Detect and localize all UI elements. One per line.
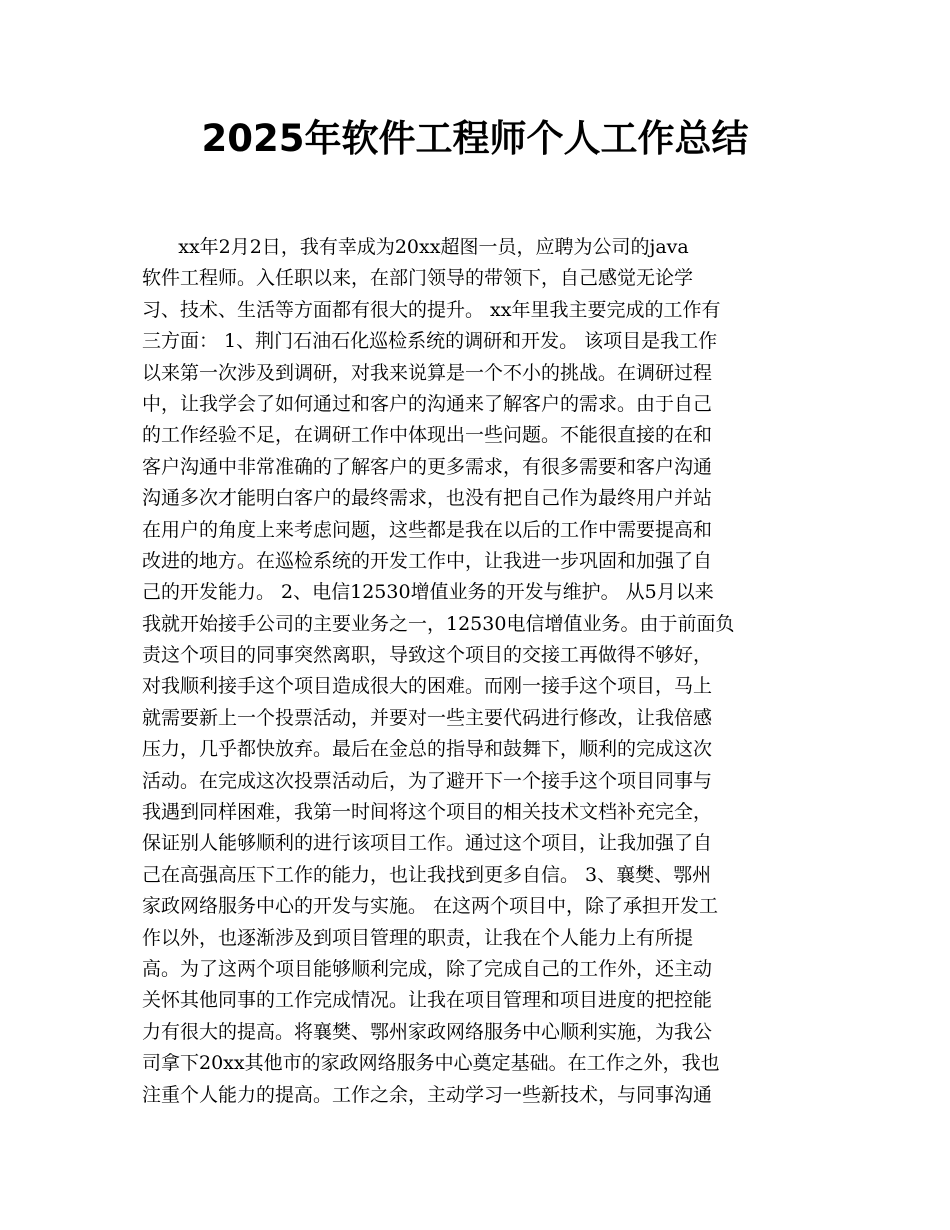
document-body — [142, 232, 804, 1111]
body-line: 活动。在完成这次投票活动后，为了避开下一个接手这个项目同事与 — [142, 769, 713, 792]
body-line: 保证别人能够顺利的进行该项目工作。通过这个项目，让我加强了自 — [142, 832, 713, 855]
body-line: 力有很大的提高。将襄樊、鄂州家政网络服务中心顺利实施，为我公 — [142, 1020, 713, 1043]
body-line: 作以外，也逐渐涉及到项目管理的职责，让我在个人能力上有所提 — [142, 926, 694, 949]
body-line: 中，让我学会了如何通过和客户的沟通来了解客户的需求。由于自己 — [142, 392, 713, 415]
body-line: 就需要新上一个投票活动，并要对一些主要代码进行修改，让我倍感 — [142, 706, 713, 729]
document-title: 2025年软件工程师个人工作总结 — [201, 117, 749, 160]
body-line: 家政网络服务中心的开发与实施。 在这两个项目中，除了承担开发工 — [142, 895, 719, 918]
body-line: 以来第一次涉及到调研，对我来说算是一个不小的挑战。在调研过程 — [142, 361, 713, 384]
body-line: 关怀其他同事的工作完成情况。让我在项目管理和项目进度的把控能 — [142, 989, 713, 1012]
body-line: 客户沟通中非常准确的了解客户的更多需求，有很多需要和客户沟通 — [142, 455, 713, 478]
body-line: 我遇到同样困难，我第一时间将这个项目的相关技术文档补充完全， — [142, 801, 713, 824]
body-line: 注重个人能力的提高。工作之余，主动学习一些新技术，与同事沟通 — [142, 1083, 713, 1106]
body-line: 高。为了这两个项目能够顺利完成，除了完成自己的工作外，还主动 — [142, 957, 713, 980]
body-line: 习、技术、生活等方面都有很大的提升。 xx年里我主要完成的工作有 — [142, 298, 721, 321]
body-line: 压力，几乎都快放弃。最后在金总的指导和鼓舞下，顺利的完成这次 — [142, 738, 713, 761]
body-line: 己在高强高压下工作的能力，也让我找到更多自信。 3、襄樊、鄂州 — [142, 863, 712, 886]
body-line: 软件工程师。入任职以来，在部门领导的带领下，自己感觉无论学 — [142, 267, 694, 290]
body-line: 沟通多次才能明白客户的最终需求，也没有把自己作为最终用户并站 — [142, 487, 713, 510]
body-line: 我就开始接手公司的主要业务之一，12530电信增值业务。由于前面负 — [142, 612, 735, 635]
body-line: 改进的地方。在巡检系统的开发工作中，让我进一步巩固和加强了自 — [142, 549, 713, 572]
body-line: xx年2月2日，我有幸成为20xx超图一员，应聘为公司的java — [142, 236, 689, 258]
body-line: 责这个项目的同事突然离职，导致这个项目的交接工再做得不够好， — [142, 644, 713, 667]
body-line: 司拿下20xx其他市的家政网络服务中心奠定基础。在工作之外，我也 — [142, 1052, 720, 1075]
body-line: 己的开发能力。 2、电信12530增值业务的开发与维护。 从5月以来 — [142, 581, 714, 604]
body-line: 三方面： 1、荆门石油石化巡检系统的调研和开发。 该项目是我工作 — [142, 330, 718, 353]
body-line: 对我顺利接手这个项目造成很大的困难。而刚一接手这个项目，马上 — [142, 675, 713, 698]
body-line: 的工作经验不足，在调研工作中体现出一些问题。不能很直接的在和 — [142, 424, 713, 447]
body-line: 在用户的角度上来考虑问题，这些都是我在以后的工作中需要提高和 — [142, 518, 713, 541]
